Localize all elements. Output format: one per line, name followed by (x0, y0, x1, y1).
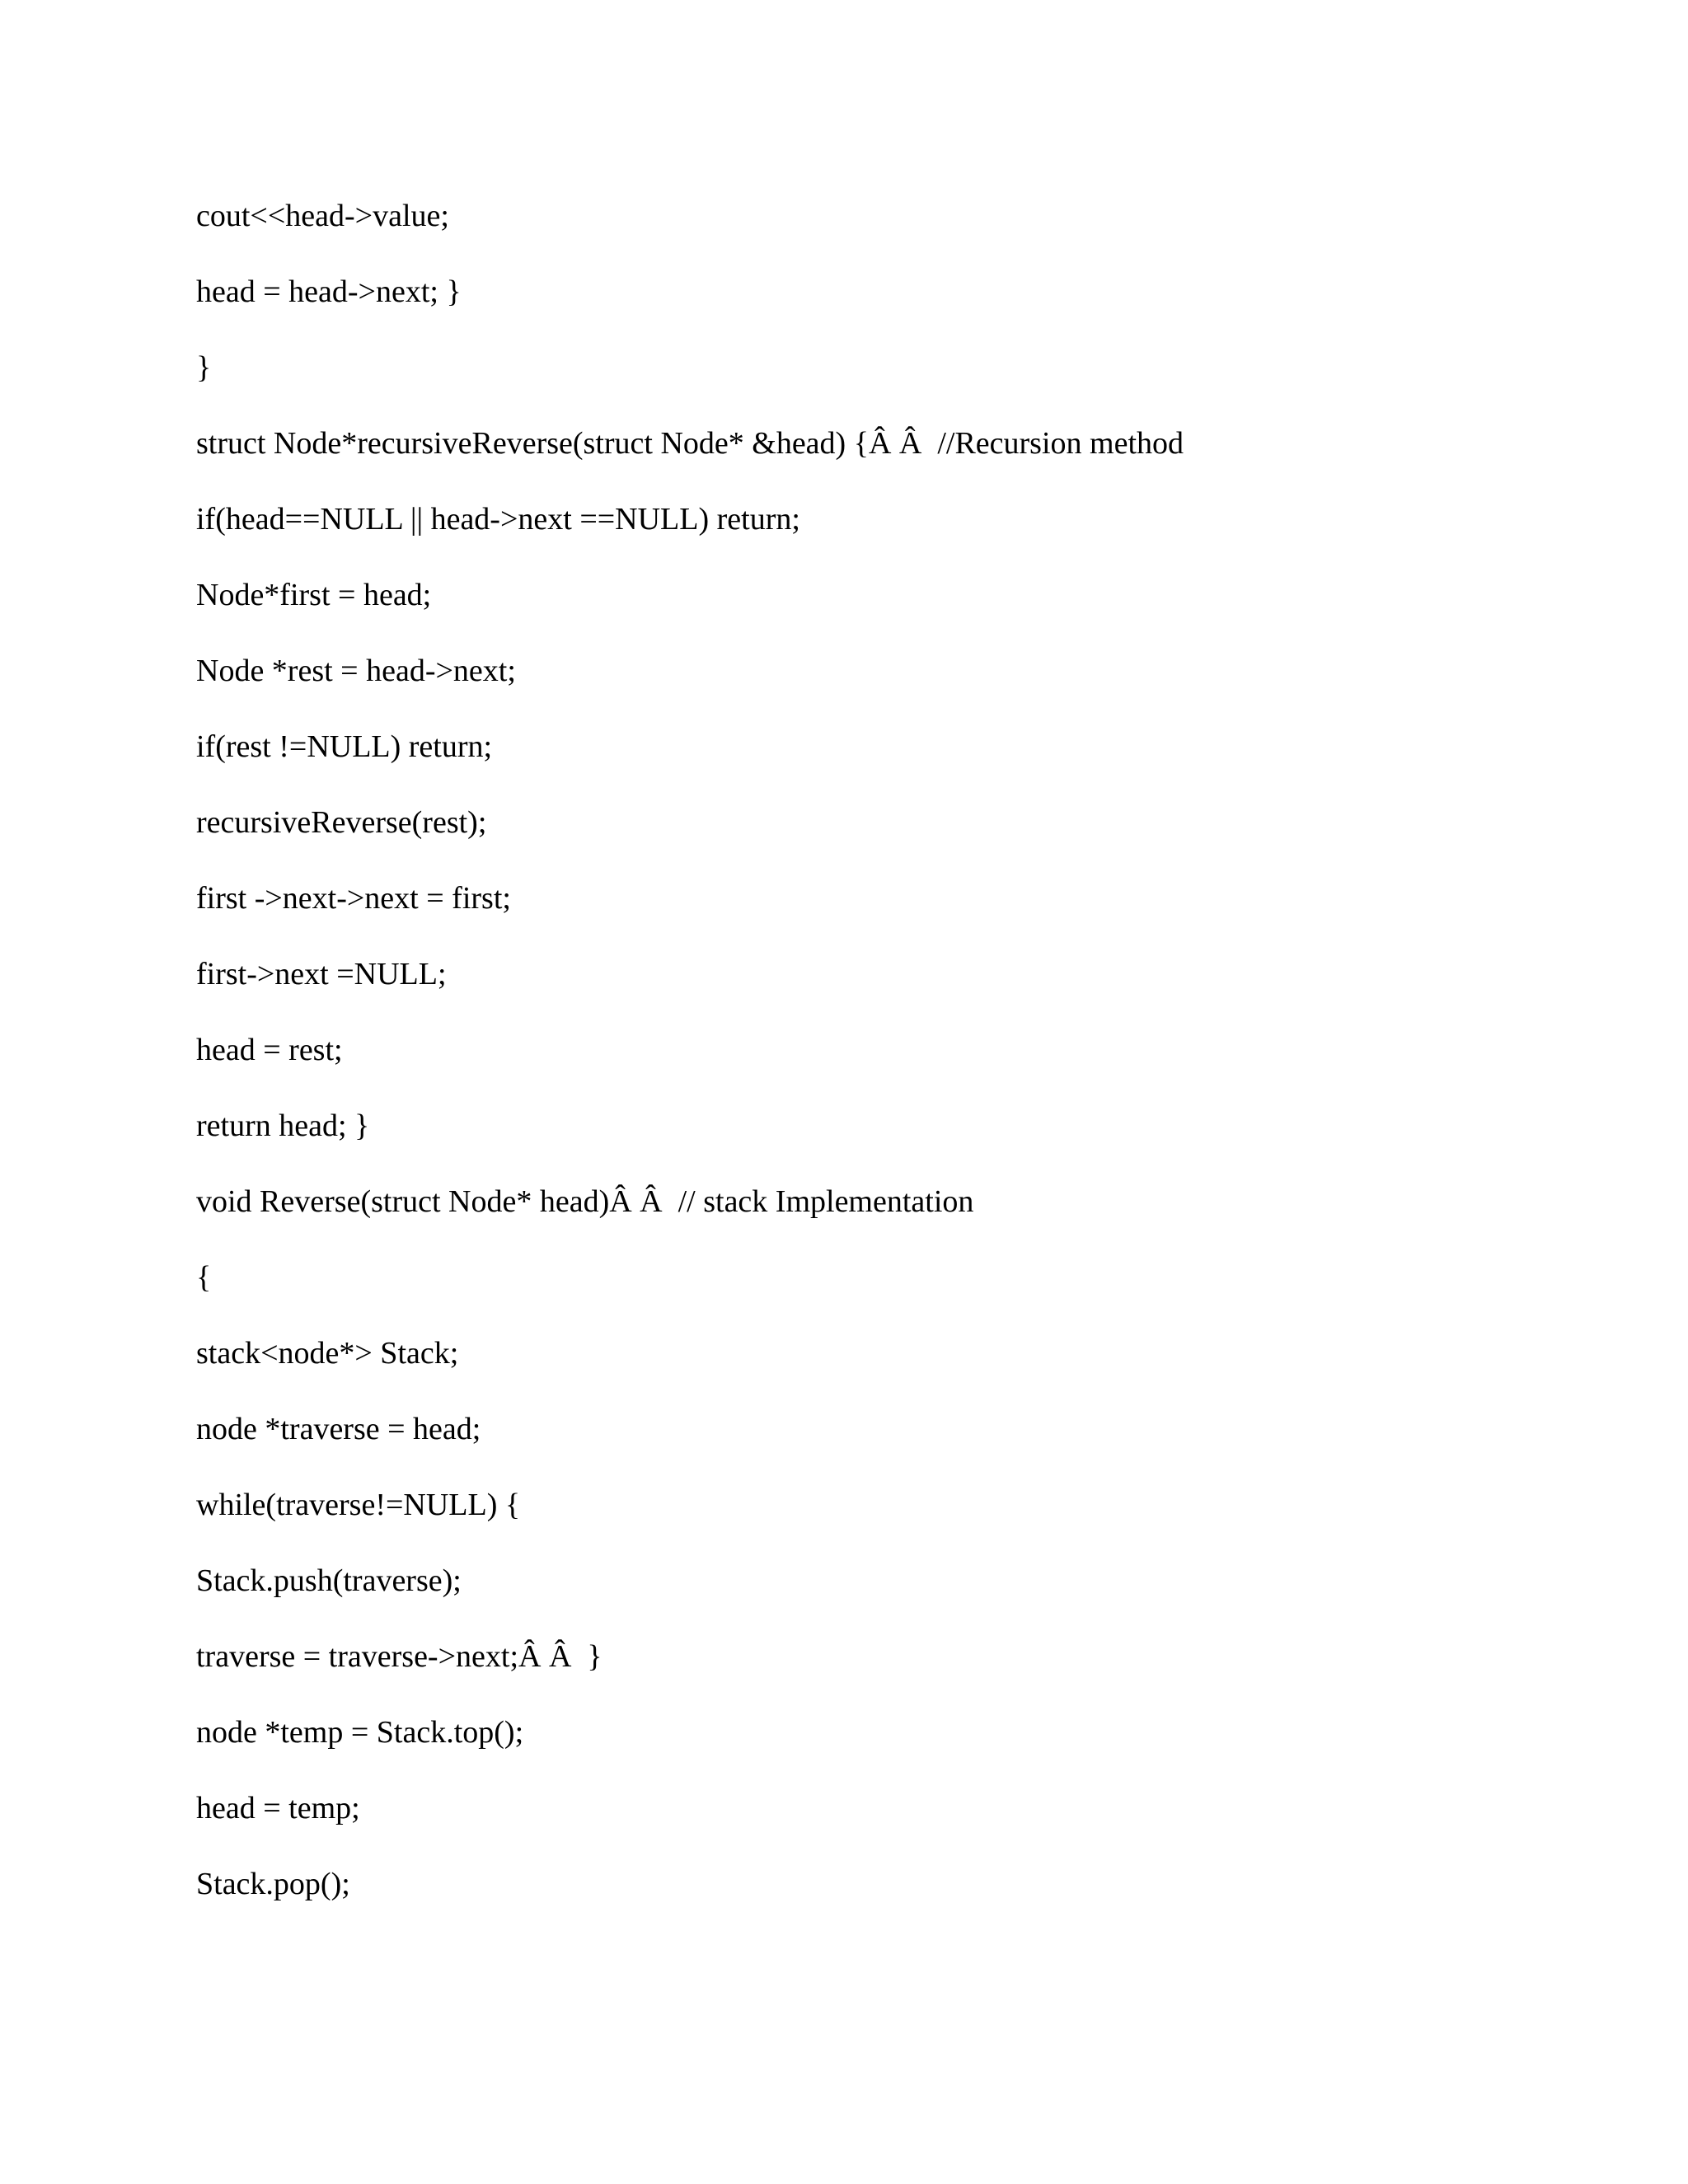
code-line: Stack.pop(); (196, 1867, 350, 1901)
code-line: Node *rest = head->next; (196, 654, 516, 688)
code-line: node *traverse = head; (196, 1412, 481, 1446)
code-line: recursiveReverse(rest); (196, 805, 487, 840)
code-line: Node*first = head; (196, 578, 432, 612)
code-line: node *temp = Stack.top(); (196, 1715, 524, 1750)
code-line: } (196, 350, 212, 385)
code-line: struct Node*recursiveReverse(struct Node* &head) {Â Â //Recursion method (196, 426, 1184, 461)
code-line: cout<<head->value; (196, 199, 449, 233)
code-line: void Reverse(struct Node* head)Â Â // stack Implementation (196, 1184, 974, 1219)
code-line: { (196, 1260, 212, 1295)
code-line: return head; } (196, 1108, 370, 1143)
code-line: Stack.push(traverse); (196, 1563, 462, 1598)
code-line: traverse = traverse->next;Â Â } (196, 1639, 603, 1674)
code-line: if(head==NULL || head->next ==NULL) return; (196, 502, 800, 537)
code-lines (196, 185, 1184, 1929)
code-line: head = head->next; } (196, 274, 462, 309)
code-line: head = rest; (196, 1033, 343, 1067)
code-line: while(traverse!=NULL) { (196, 1488, 521, 1522)
code-line: stack<node*> Stack; (196, 1336, 459, 1371)
code-line: if(rest !=NULL) return; (196, 729, 493, 764)
code-line: first->next =NULL; (196, 957, 447, 991)
code-line: head = temp; (196, 1791, 360, 1825)
code-line: first ->next->next = first; (196, 881, 511, 916)
